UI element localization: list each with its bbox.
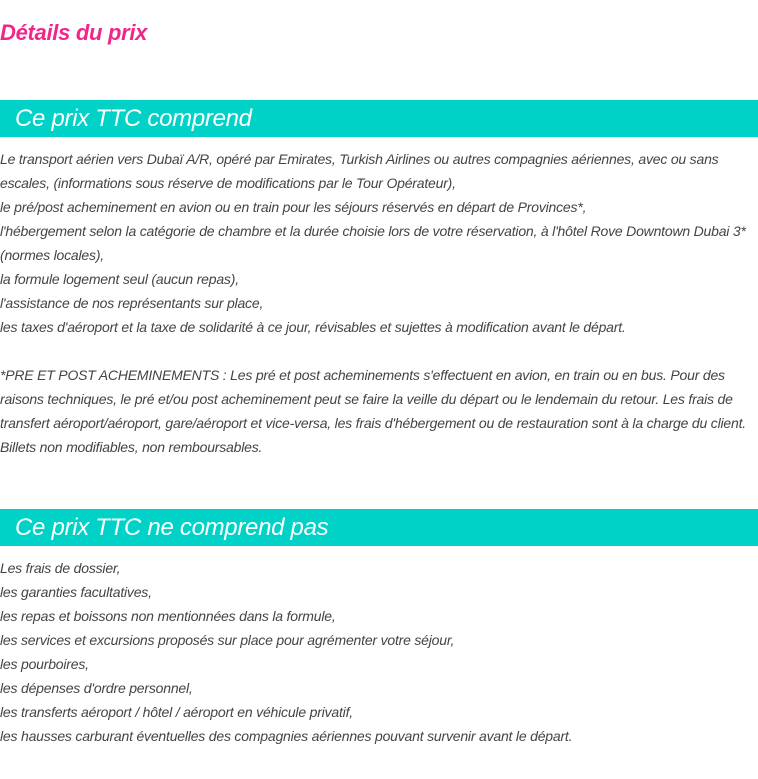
- acheminement-note: [0, 363, 752, 459]
- list-item: les dépenses d'ordre personnel,: [0, 680, 193, 696]
- excludes-heading: Ce prix TTC ne comprend pas: [0, 509, 758, 546]
- list-item: les hausses carburant éventuelles des compagnies aériennes pouvant survenir avant le départ.: [0, 728, 573, 744]
- list-item: les transferts aéroport / hôtel / aéroport en véhicule privatif,: [0, 704, 353, 720]
- page-title: Détails du prix: [0, 20, 148, 45]
- note-text: *PRE ET POST ACHEMINEMENTS : Les pré et post acheminements s'effectuent en avion, en train ou en bus. Pour des raisons techniques, le pré et/ou post acheminement peut se faire la veille du départ ou le lendemain du retour. Les frais de transfert aéroport/aéroport, gare/aéroport et vice-versa, les frais d'hébergement ou de restauration sont à la charge du client. Billets non modifiables, non remboursables.: [0, 367, 746, 455]
- list-item: l'assistance de nos représentants sur place,: [0, 295, 264, 311]
- list-item: Le transport aérien vers Dubaï A/R, opéré par Emirates, Turkish Airlines ou autres compagnies aériennes, avec ou sans escales, (informations sous réserve de modifications par le Tour Opérateur),: [0, 151, 719, 191]
- list-item: l'hébergement selon la catégorie de chambre et la durée choisie lors de votre réservation, à l'hôtel Rove Downtown Dubai 3* (normes locales),: [0, 223, 746, 263]
- list-item: les services et excursions proposés sur place pour agrémenter votre séjour,: [0, 632, 455, 648]
- list-item: Les frais de dossier,: [0, 560, 121, 576]
- includes-heading: Ce prix TTC comprend: [0, 100, 758, 137]
- list-item: le pré/post acheminement en avion ou en train pour les séjours réservés en départ de Provinces*,: [0, 199, 587, 215]
- list-item: les taxes d'aéroport et la taxe de solidarité à ce jour, révisables et sujettes à modification avant le départ.: [0, 319, 626, 335]
- list-item: les garanties facultatives,: [0, 584, 152, 600]
- includes-list: [0, 147, 752, 339]
- list-item: les pourboires,: [0, 656, 89, 672]
- list-item: la formule logement seul (aucun repas),: [0, 271, 239, 287]
- list-item: les repas et boissons non mentionnées dans la formule,: [0, 608, 336, 624]
- excludes-list: [0, 556, 752, 748]
